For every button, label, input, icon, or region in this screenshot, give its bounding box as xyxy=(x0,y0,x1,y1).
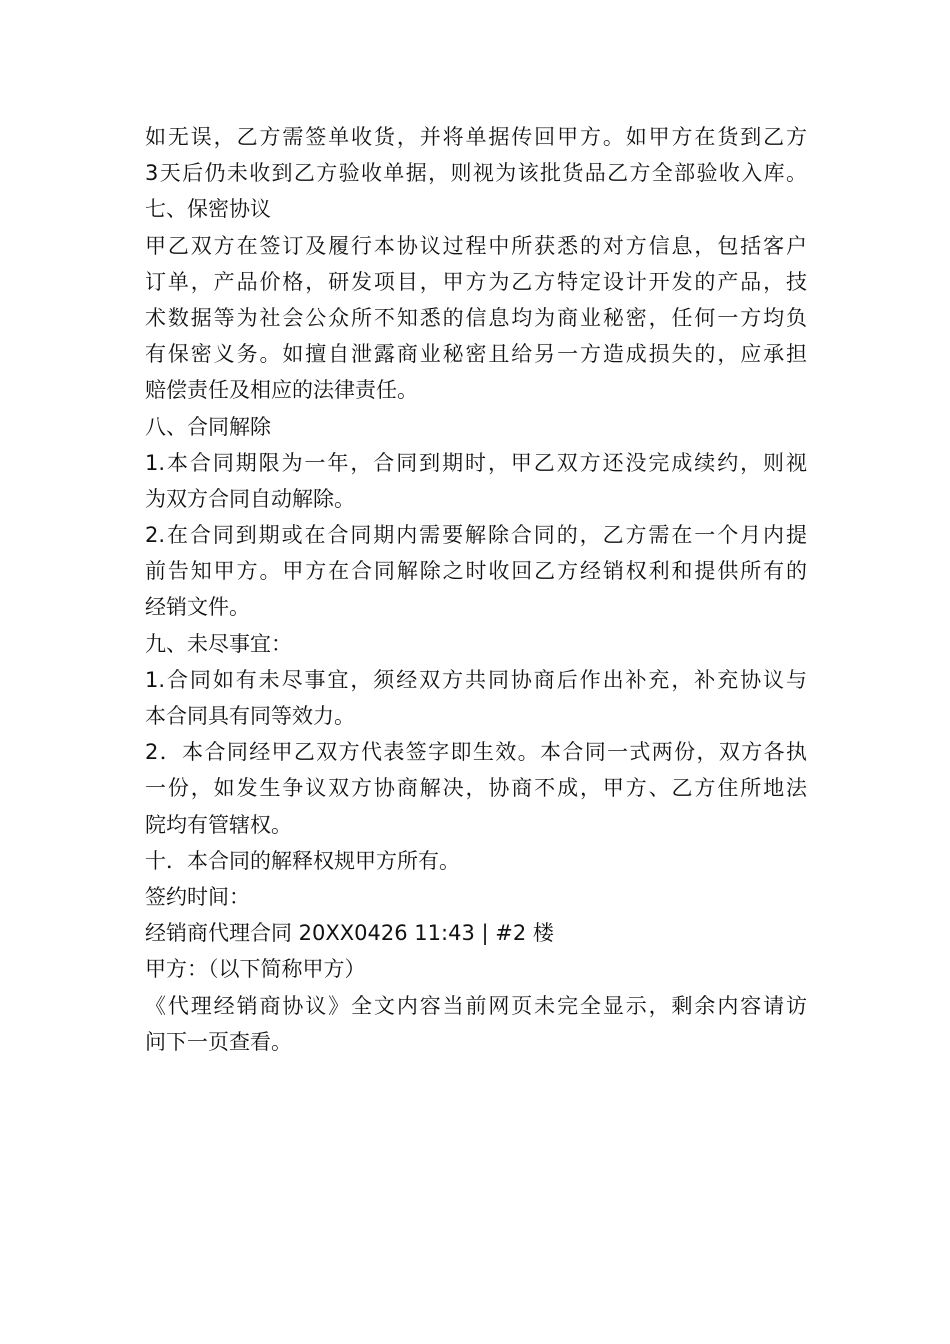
paragraph-line: 经销文件。 xyxy=(145,595,250,620)
paragraph-line: 有保密义务。如擅自泄露商业秘密且给另一方造成损失的，应承担 xyxy=(145,342,807,367)
paragraph-line: 2．本合同经甲乙双方代表签字即生效。本合同一式两份，双方各执 xyxy=(145,740,807,765)
section-heading-other-matters: 九、未尽事宜： xyxy=(145,631,292,656)
paragraph-line: 术数据等为社会公众所不知悉的信息均为商业秘密，任何一方均负 xyxy=(145,305,807,330)
signing-time-label: 签约时间： xyxy=(145,884,250,909)
post-meta-line: 经销商代理合同 20XX0426 11:43 | #2 楼 xyxy=(145,921,554,946)
document-body xyxy=(145,119,807,1060)
paragraph-line: 2.在合同到期或在合同期内需要解除合同的，乙方需在一个月内提 xyxy=(145,523,807,548)
paragraph-line: 前告知甲方。甲方在合同解除之时收回乙方经销权利和提供所有的 xyxy=(145,559,807,584)
continuation-notice-line: 《代理经销商协议》全文内容当前网页未完全显示，剩余内容请访 xyxy=(145,993,807,1018)
paragraph-line: 3天后仍未收到乙方验收单据，则视为该批货品乙方全部验收入库。 xyxy=(145,161,807,186)
paragraph-line: 为双方合同自动解除。 xyxy=(145,486,355,511)
section-heading-termination: 八、合同解除 xyxy=(145,414,271,439)
paragraph-line: 甲乙双方在签订及履行本协议过程中所获悉的对方信息，包括客户 xyxy=(145,233,807,258)
section-heading-interpretation: 十．本合同的解释权规甲方所有。 xyxy=(145,848,460,873)
paragraph-line: 1.合同如有未尽事宜，须经双方共同协商后作出补充，补充协议与 xyxy=(145,667,807,692)
paragraph-line: 院均有管辖权。 xyxy=(145,812,292,837)
party-a-label: 甲方：（以下简称甲方） xyxy=(145,957,366,982)
continuation-notice-line: 问下一页查看。 xyxy=(145,1029,292,1054)
paragraph-line: 赔偿责任及相应的法律责任。 xyxy=(145,378,418,403)
paragraph-line: 如无误，乙方需签单收货，并将单据传回甲方。如甲方在货到乙方 xyxy=(145,125,807,149)
paragraph-line: 本合同具有同等效力。 xyxy=(145,704,355,728)
section-heading-confidentiality: 七、保密协议 xyxy=(145,197,271,222)
paragraph-line: 订单，产品价格，研发项目，甲方为乙方特定设计开发的产品，技 xyxy=(145,269,807,294)
paragraph-line: 1.本合同期限为一年，合同到期时，甲乙双方还没完成续约，则视 xyxy=(145,450,807,475)
paragraph-line: 一份，如发生争议双方协商解决，协商不成，甲方、乙方住所地法 xyxy=(145,776,807,801)
